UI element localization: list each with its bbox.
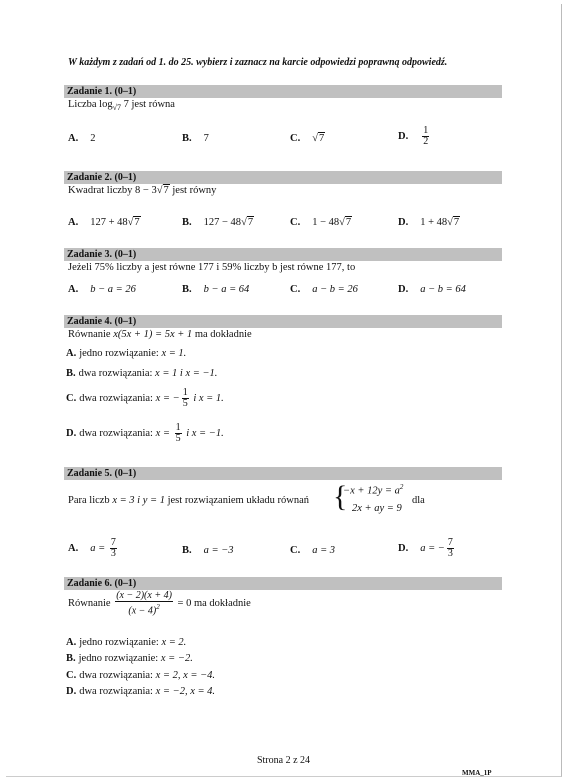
equation: x(5x + 1) = 5x + 1 xyxy=(113,329,193,340)
task-1-stem xyxy=(68,99,175,112)
task-6-option-d[interactable] xyxy=(66,686,215,697)
denominator: 3 xyxy=(447,548,453,559)
exponent: 2 xyxy=(399,483,404,491)
task-5-option-b[interactable] xyxy=(182,545,234,556)
option-letter: C. xyxy=(66,392,77,404)
radicand: 7 xyxy=(453,217,460,228)
task-6-header-bar xyxy=(64,577,502,590)
fraction xyxy=(182,388,189,409)
task-2-header-bar xyxy=(64,171,502,184)
task-1-option-d[interactable] xyxy=(398,126,431,147)
stem-text: Liczba log xyxy=(68,99,113,110)
option-letter: C. xyxy=(290,133,301,144)
stem-text: Równanie xyxy=(68,329,114,340)
option-equation: a = xyxy=(90,542,108,554)
task-1-option-a[interactable] xyxy=(68,133,95,144)
task-3-option-b[interactable] xyxy=(182,284,249,295)
denominator: 3 xyxy=(110,548,116,559)
stem-text: Równanie xyxy=(68,598,114,610)
system-brace: { xyxy=(333,480,348,513)
option-text: 1 + 48 xyxy=(420,217,448,228)
option-letter: B. xyxy=(182,545,192,556)
option-letter: C. xyxy=(66,670,77,681)
stem-text: jest rozwiązaniem układu równań xyxy=(164,495,310,506)
task-4-option-a[interactable] xyxy=(66,348,186,359)
option-text: b − a = 64 xyxy=(203,284,250,295)
option-text: dwa rozwiązania: xyxy=(78,368,156,379)
exponent: 2 xyxy=(156,603,160,611)
task-5-stem xyxy=(68,495,309,506)
equation: x = 3 i y = 1 xyxy=(112,495,165,506)
radicand: 7 xyxy=(247,217,254,228)
task-5-option-d[interactable] xyxy=(398,538,456,559)
task-3-option-a[interactable] xyxy=(68,284,136,295)
option-equation: x = 1 i x = −1. xyxy=(155,368,218,379)
radicand: 7 xyxy=(163,185,169,196)
stem-text: = 0 ma dokładnie xyxy=(174,598,251,610)
task-4-header: Zadanie 4. (0–1) xyxy=(67,316,137,327)
task-2-option-c[interactable]: C. 1 − 48√7 xyxy=(290,217,352,228)
option-text: jedno rozwiązanie: xyxy=(78,653,161,664)
system-equation-2: 2x + ay = 9 xyxy=(352,503,402,514)
option-letter: D. xyxy=(398,284,409,295)
denominator: 5 xyxy=(175,433,181,444)
task-6-stem xyxy=(68,591,251,616)
task-2-option-a[interactable]: A. 127 + 48√7 xyxy=(68,217,140,228)
task-3-option-d[interactable] xyxy=(398,284,466,295)
task-1-option-c[interactable]: C. √7 xyxy=(290,133,325,144)
numerator: 7 xyxy=(447,537,453,548)
option-text: jedno rozwiązanie: xyxy=(79,637,162,648)
task-4-option-d[interactable] xyxy=(66,423,224,444)
option-letter: D. xyxy=(66,686,77,697)
exam-code: MMA_1P xyxy=(462,769,492,777)
option-text: dwa rozwiązania: xyxy=(79,392,156,404)
task-3-option-c[interactable] xyxy=(290,284,358,295)
stem-text: Para liczb xyxy=(68,495,113,506)
option-equation: x = 1. xyxy=(161,348,187,359)
stem-text: jest równy xyxy=(169,185,217,196)
option-text: jedno rozwiązanie: xyxy=(79,348,162,359)
option-equation: x = 2. xyxy=(161,637,187,648)
option-text: 1 − 48 xyxy=(312,217,340,228)
option-letter: A. xyxy=(66,348,77,359)
option-letter: A. xyxy=(68,133,79,144)
task-3-header: Zadanie 3. (0–1) xyxy=(67,249,137,260)
fraction xyxy=(115,591,173,616)
option-letter: B. xyxy=(66,368,76,379)
option-letter: B. xyxy=(66,653,76,664)
option-equation: x = 2, x = −4. xyxy=(155,670,216,681)
radicand: 7 xyxy=(134,217,140,228)
option-equation: i x = −1. xyxy=(183,427,224,439)
task-4-stem xyxy=(68,329,252,340)
option-letter: D. xyxy=(398,130,409,142)
denominator: 2 xyxy=(423,136,429,147)
task-6-option-b[interactable] xyxy=(66,653,193,664)
numerator: 7 xyxy=(110,537,116,548)
task-3-header-bar xyxy=(64,248,502,261)
denominator-base: (x − 4) xyxy=(128,605,157,617)
option-letter: D. xyxy=(398,217,409,228)
fraction xyxy=(110,538,117,559)
numerator: 1 xyxy=(423,125,429,136)
option-text: 127 − 48 xyxy=(203,217,242,228)
option-text: 7 xyxy=(203,133,209,144)
task-2-option-d[interactable]: D. 1 + 48√7 xyxy=(398,217,460,228)
option-equation: x = −2. xyxy=(160,653,193,664)
option-text: a − b = 26 xyxy=(312,284,358,295)
fraction xyxy=(422,126,429,147)
stem-text: Kwadrat liczby 8 − 3 xyxy=(68,185,157,196)
task-4-header-bar xyxy=(64,315,502,328)
fraction xyxy=(175,423,182,444)
option-text: dwa rozwiązania: xyxy=(79,427,156,439)
numerator: 1 xyxy=(182,387,188,398)
option-text: dwa rozwiązania: xyxy=(79,686,156,697)
denominator: 5 xyxy=(182,398,188,409)
option-letter: C. xyxy=(290,284,301,295)
option-letter: A. xyxy=(66,637,77,648)
option-equation: a = 3 xyxy=(312,545,336,556)
task-1-header: Zadanie 1. (0–1) xyxy=(67,86,137,97)
denominator xyxy=(115,602,173,616)
option-letter: C. xyxy=(290,545,301,556)
task-5-stem-end: dla xyxy=(412,495,425,506)
option-letter: B. xyxy=(182,133,192,144)
system-equation-1 xyxy=(343,483,403,497)
option-text: 127 + 48 xyxy=(90,217,128,228)
task-5-option-c[interactable] xyxy=(290,545,335,556)
task-6-option-c[interactable] xyxy=(66,670,215,681)
option-letter: D. xyxy=(398,542,409,554)
option-equation: x = − xyxy=(155,392,180,404)
task-2-option-b[interactable]: B. 127 − 48√7 xyxy=(182,217,254,228)
option-equation: a = − xyxy=(420,542,445,554)
numerator: 1 xyxy=(175,422,181,433)
instructions: W każdym z zadań od 1. do 25. wybierz i zaznacz na karcie odpowiedzi poprawną odpowiedź. xyxy=(68,57,448,68)
task-5-header: Zadanie 5. (0–1) xyxy=(67,468,137,479)
task-5-header-bar xyxy=(64,467,502,480)
task-1-option-b[interactable] xyxy=(182,133,209,144)
task-4-option-c[interactable] xyxy=(66,388,224,409)
option-letter: B. xyxy=(182,284,192,295)
fraction xyxy=(447,538,454,559)
option-equation: i x = 1. xyxy=(190,392,224,404)
task-6-header: Zadanie 6. (0–1) xyxy=(67,578,137,589)
option-letter: C. xyxy=(290,217,301,228)
equation: −x + 12y = a xyxy=(343,485,400,497)
option-text: 7 xyxy=(318,133,325,144)
option-letter: D. xyxy=(66,427,77,439)
option-equation: a = −3 xyxy=(203,545,234,556)
stem-text: 7 jest równa xyxy=(121,99,175,110)
option-text: 2 xyxy=(90,133,96,144)
option-letter: B. xyxy=(182,217,192,228)
option-text: b − a = 26 xyxy=(90,284,136,295)
task-2-stem: Kwadrat liczby 8 − 3√7 jest równy xyxy=(68,185,217,196)
option-letter: A. xyxy=(68,284,79,295)
radicand: 7 xyxy=(345,217,352,228)
task-1-header-bar xyxy=(64,85,502,98)
task-4-option-b[interactable] xyxy=(66,368,217,379)
option-equation: x = −2, x = 4. xyxy=(155,686,216,697)
page-number: Strona 2 z 24 xyxy=(256,755,311,766)
option-equation: x = xyxy=(155,427,173,439)
task-3-stem: Jeżeli 75% liczby a jest równe 177 i 59% liczby b jest równe 177, to xyxy=(68,262,356,273)
stem-text: ma dokładnie xyxy=(192,329,252,340)
option-text: a − b = 64 xyxy=(420,284,466,295)
log-base: √7 xyxy=(112,103,121,113)
task-6-option-a[interactable] xyxy=(66,637,186,648)
option-letter: A. xyxy=(68,542,79,554)
task-5-option-a[interactable] xyxy=(68,538,119,559)
option-letter: A. xyxy=(68,217,79,228)
option-text: dwa rozwiązania: xyxy=(79,670,156,681)
numerator: (x − 2)(x + 4) xyxy=(116,590,172,601)
task-2-header: Zadanie 2. (0–1) xyxy=(67,172,137,183)
